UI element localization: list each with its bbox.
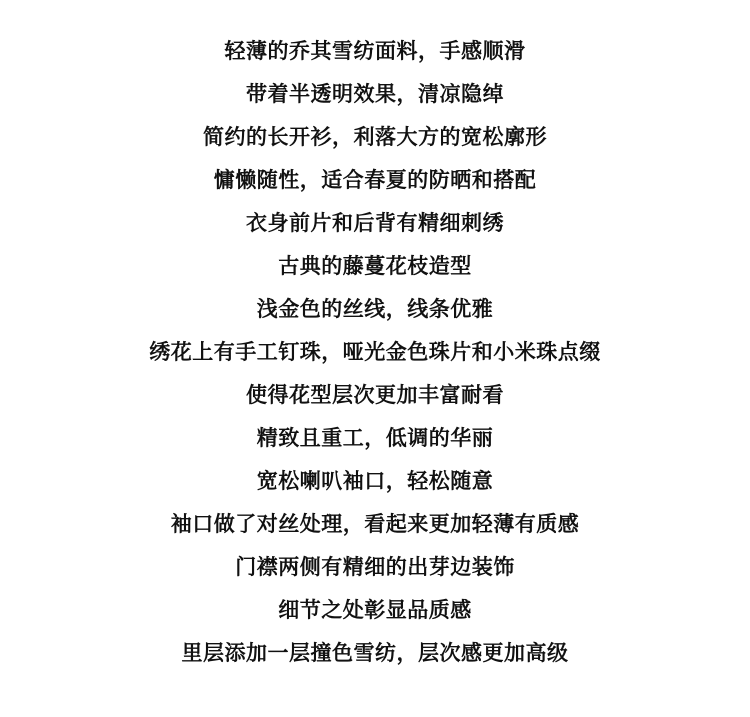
text-line: 使得花型层次更加丰富耐看 — [246, 383, 504, 407]
text-line: 带着半透明效果，清凉隐绰 — [246, 82, 504, 106]
text-line: 慵懒随性，适合春夏的防晒和搭配 — [213, 168, 537, 192]
text-line: 简约的长开衫，利落大方的宽松廓形 — [203, 125, 547, 149]
text-line: 宽松喇叭袖口，轻松随意 — [256, 469, 494, 493]
text-line: 浅金色的丝线，线条优雅 — [256, 297, 494, 321]
text-line: 绣花上有手工钉珠，哑光金色珠片和小米珠点缀 — [149, 340, 601, 364]
text-line: 古典的藤蔓花枝造型 — [278, 254, 472, 278]
text-line: 轻薄的乔其雪纺面料，手感顺滑 — [224, 39, 526, 63]
text-line: 里层添加一层撞色雪纺，层次感更加高级 — [181, 641, 569, 665]
text-line: 门襟两侧有精细的出芽边装饰 — [235, 555, 515, 579]
text-line: 精致且重工，低调的华丽 — [256, 426, 494, 450]
text-line: 细节之处彰显品质感 — [278, 598, 472, 622]
text-line: 袖口做了对丝处理，看起来更加轻薄有质感 — [170, 512, 580, 536]
text-line: 衣身前片和后背有精细刺绣 — [246, 211, 504, 235]
